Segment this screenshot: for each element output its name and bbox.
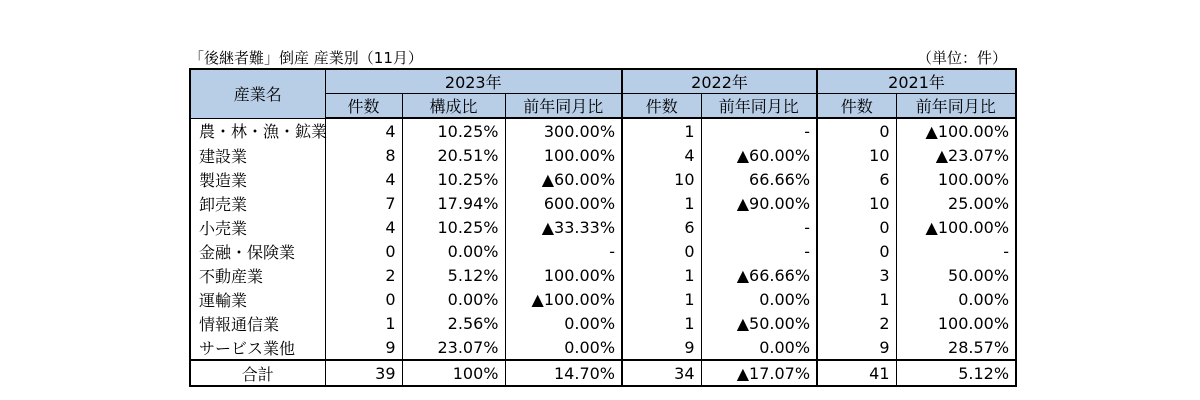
- yoy-2023: 0.00%: [505, 311, 622, 335]
- table-row: [190, 191, 1016, 215]
- count-2021: 9: [817, 335, 896, 360]
- industry-name: 小売業: [190, 215, 325, 239]
- table-row: [190, 143, 1016, 167]
- table-row: [190, 215, 1016, 239]
- ratio-2023: 2.56%: [402, 311, 505, 335]
- yoy-2023: 100.00%: [505, 263, 622, 287]
- count-2021: 0: [817, 239, 896, 263]
- yoy-2022: ▲50.00%: [701, 311, 817, 335]
- ratio-2023: 10.25%: [402, 167, 505, 191]
- yoy-2022: -: [701, 118, 817, 143]
- yoy-2021: 50.00%: [896, 263, 1016, 287]
- industry-name: 金融・保険業: [190, 239, 325, 263]
- table-body: [190, 118, 1016, 360]
- yoy-2022: 0.00%: [701, 287, 817, 311]
- table-row: [190, 263, 1016, 287]
- table-row: [190, 239, 1016, 263]
- total-2022-count: 34: [622, 360, 701, 386]
- yoy-2022: ▲60.00%: [701, 143, 817, 167]
- yoy-2022: -: [701, 215, 817, 239]
- count-2021: 0: [817, 118, 896, 143]
- table-title: 「後継者難」倒産 産業別（11月）: [189, 49, 423, 67]
- count-2021: 6: [817, 167, 896, 191]
- table-container: [189, 48, 1015, 387]
- total-2023-yoy: 14.70%: [505, 360, 622, 386]
- ratio-2023: 23.07%: [402, 335, 505, 360]
- table-row: [190, 311, 1016, 335]
- yoy-2021: 100.00%: [896, 167, 1016, 191]
- ratio-2023: 17.94%: [402, 191, 505, 215]
- count-2022: 1: [622, 263, 701, 287]
- yoy-2022: ▲90.00%: [701, 191, 817, 215]
- header-2021-count: 件数: [817, 94, 896, 119]
- count-2023: 9: [325, 335, 402, 360]
- count-2023: 7: [325, 191, 402, 215]
- count-2021: 10: [817, 143, 896, 167]
- count-2022: 1: [622, 287, 701, 311]
- ratio-2023: 0.00%: [402, 287, 505, 311]
- count-2022: 4: [622, 143, 701, 167]
- table-row: [190, 167, 1016, 191]
- header-2023-yoy: 前年同月比: [505, 94, 622, 119]
- count-2023: 2: [325, 263, 402, 287]
- industry-name: 建設業: [190, 143, 325, 167]
- header-2022-yoy: 前年同月比: [701, 94, 817, 119]
- yoy-2023: ▲33.33%: [505, 215, 622, 239]
- total-2022-yoy: ▲17.07%: [701, 360, 817, 386]
- header-2023-ratio: 構成比: [402, 94, 505, 119]
- count-2021: 10: [817, 191, 896, 215]
- total-2021-yoy: 5.12%: [896, 360, 1016, 386]
- yoy-2023: -: [505, 239, 622, 263]
- caption-row: [189, 48, 1015, 68]
- yoy-2022: -: [701, 239, 817, 263]
- count-2022: 10: [622, 167, 701, 191]
- count-2023: 0: [325, 287, 402, 311]
- industry-name: 農・林・漁・鉱業: [190, 118, 325, 143]
- header-industry: 産業名: [190, 69, 325, 118]
- yoy-2021: ▲100.00%: [896, 118, 1016, 143]
- count-2023: 1: [325, 311, 402, 335]
- count-2021: 2: [817, 311, 896, 335]
- yoy-2023: ▲60.00%: [505, 167, 622, 191]
- count-2022: 1: [622, 311, 701, 335]
- count-2023: 4: [325, 118, 402, 143]
- ratio-2023: 5.12%: [402, 263, 505, 287]
- ratio-2023: 20.51%: [402, 143, 505, 167]
- industry-name: 情報通信業: [190, 311, 325, 335]
- ratio-2023: 10.25%: [402, 215, 505, 239]
- count-2022: 1: [622, 118, 701, 143]
- yoy-2021: ▲100.00%: [896, 215, 1016, 239]
- yoy-2022: 66.66%: [701, 167, 817, 191]
- count-2023: 4: [325, 215, 402, 239]
- count-2023: 4: [325, 167, 402, 191]
- header-2022-count: 件数: [622, 94, 701, 119]
- yoy-2021: 25.00%: [896, 191, 1016, 215]
- bankruptcy-by-industry-table: [189, 68, 1017, 387]
- count-2022: 0: [622, 239, 701, 263]
- yoy-2022: 0.00%: [701, 335, 817, 360]
- industry-name: サービス業他: [190, 335, 325, 360]
- total-2021-count: 41: [817, 360, 896, 386]
- yoy-2022: ▲66.66%: [701, 263, 817, 287]
- header-2021-yoy: 前年同月比: [896, 94, 1016, 119]
- total-2023-ratio: 100%: [402, 360, 505, 386]
- industry-name: 運輸業: [190, 287, 325, 311]
- header-year-2022: 2022年: [622, 69, 817, 94]
- count-2021: 0: [817, 215, 896, 239]
- count-2021: 3: [817, 263, 896, 287]
- count-2022: 9: [622, 335, 701, 360]
- yoy-2021: ▲23.07%: [896, 143, 1016, 167]
- yoy-2021: 0.00%: [896, 287, 1016, 311]
- yoy-2021: 100.00%: [896, 311, 1016, 335]
- total-2023-count: 39: [325, 360, 402, 386]
- count-2022: 6: [622, 215, 701, 239]
- yoy-2023: 600.00%: [505, 191, 622, 215]
- table-row: [190, 335, 1016, 360]
- table-row: [190, 287, 1016, 311]
- yoy-2023: 100.00%: [505, 143, 622, 167]
- unit-note: （単位：件）: [916, 49, 1007, 67]
- header-year-2023: 2023年: [325, 69, 622, 94]
- yoy-2023: 0.00%: [505, 335, 622, 360]
- industry-name: 卸売業: [190, 191, 325, 215]
- total-row: [190, 360, 1016, 386]
- yoy-2023: 300.00%: [505, 118, 622, 143]
- total-label: 合計: [190, 360, 325, 386]
- yoy-2023: ▲100.00%: [505, 287, 622, 311]
- industry-name: 製造業: [190, 167, 325, 191]
- count-2021: 1: [817, 287, 896, 311]
- header-year-2021: 2021年: [817, 69, 1016, 94]
- yoy-2021: 28.57%: [896, 335, 1016, 360]
- header-2023-count: 件数: [325, 94, 402, 119]
- industry-name: 不動産業: [190, 263, 325, 287]
- ratio-2023: 10.25%: [402, 118, 505, 143]
- ratio-2023: 0.00%: [402, 239, 505, 263]
- count-2022: 1: [622, 191, 701, 215]
- table-row: [190, 118, 1016, 143]
- count-2023: 8: [325, 143, 402, 167]
- yoy-2021: -: [896, 239, 1016, 263]
- count-2023: 0: [325, 239, 402, 263]
